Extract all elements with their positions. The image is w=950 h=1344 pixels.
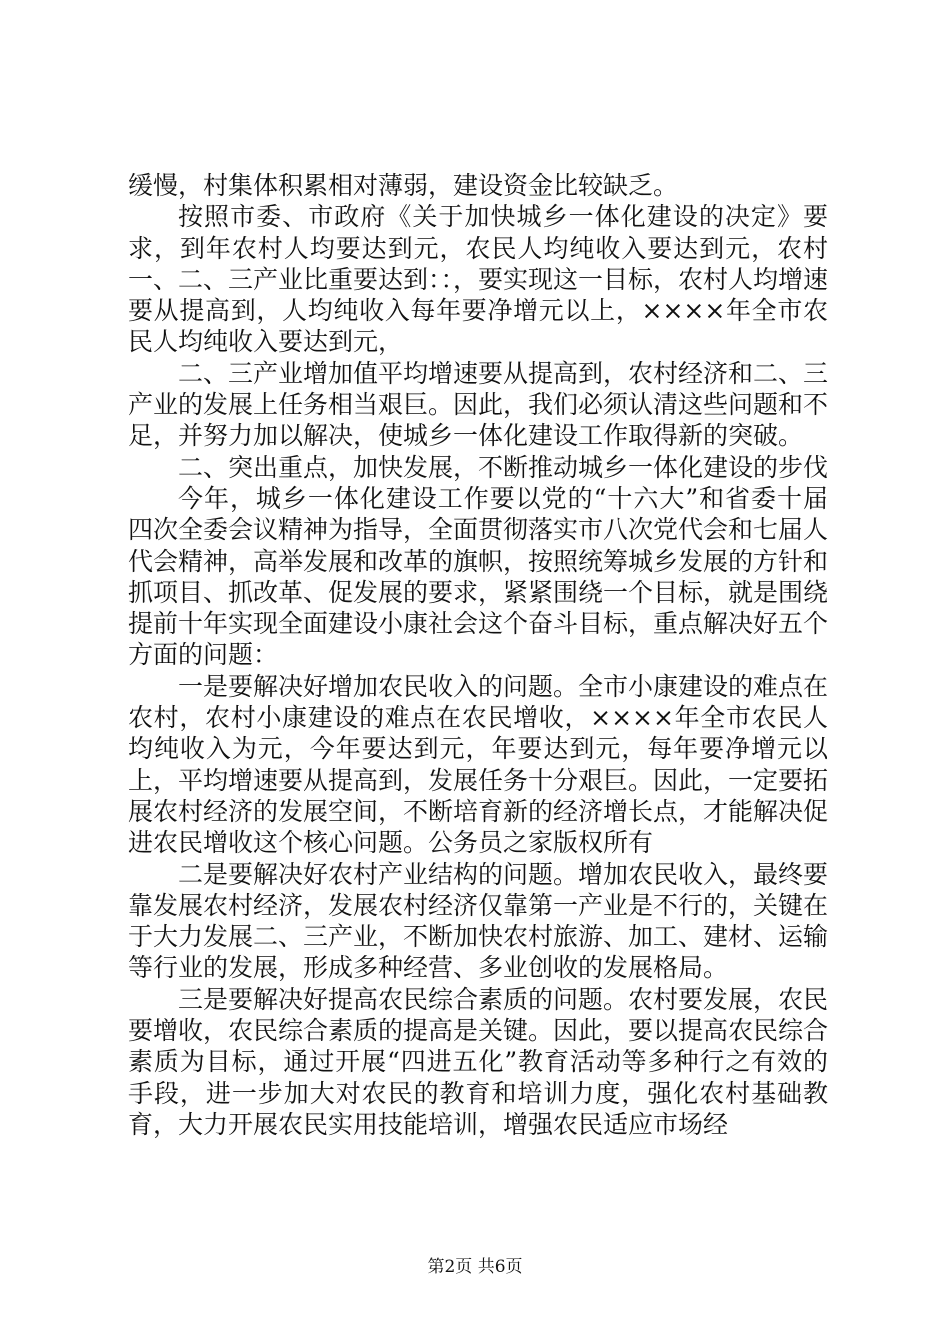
paragraph-industry-growth: 二、三产业增加值平均增速要从提高到，农村经济和二、三产业的发展上任务相当艰巨。因此，我们必须认清这些问题和不足，并努力加以解决，使城乡一体化建设工作取得新的突破。 [128,358,829,451]
paragraph-point-one: 一是要解决好增加农民收入的问题。全市小康建设的难点在农村，农村小康建设的难点在农民增收，××××年全市农民人均纯收入为元，今年要达到元，年要达到元，每年要净增元以上，平均增速要从提高到，发展任务十分艰巨。因此，一定要拓展农村经济的发展空间，不断培育新的经济增长点，才能解决促进农民增收这个核心问题。公务员之家版权所有 [128,671,829,858]
paragraph-this-year: 今年，城乡一体化建设工作要以党的“十六大”和省委十届四次全委会议精神为指导，全面贯彻落实市八次党代会和七届人代会精神，高举发展和改革的旗帜，按照统筹城乡发展的方针和抓项目、抓改革、促发展的要求，紧紧围绕一个目标，就是围绕提前十年实现全面建设小康社会这个奋斗目标，重点解决好五个方面的问题： [128,483,829,670]
paragraph-point-three: 三是要解决好提高农民综合素质的问题。农村要发展，农民要增收，农民综合素质的提高是关键。因此，要以提高农民综合素质为目标，通过开展“四进五化”教育活动等多种行之有效的手段，进一步加大对农民的教育和培训力度，强化农村基础教育，大力开展农民实用技能培训，增强农民适应市场经 [128,984,829,1139]
paragraph-continuation: 缓慢，村集体积累相对薄弱，建设资金比较缺乏。 [128,171,679,200]
document-body [128,170,828,1140]
page-number-footer: 第2页 共6页 [427,1257,523,1277]
section-heading-two: 二、突出重点，加快发展，不断推动城乡一体化建设的步伐 [178,452,829,482]
paragraph-point-two: 二是要解决好农村产业结构的问题。增加农民收入，最终要靠发展农村经济，发展农村经济仅靠第一产业是不行的，关键在于大力发展二、三产业，不断加快农村旅游、加工、建材、运输等行业的发展，形成多种经营、多业创收的发展格局。 [128,859,829,983]
paragraph-targets: 按照市委、市政府《关于加快城乡一体化建设的决定》要求，到年农村人均要达到元，农民人均纯收入要达到元，农村一、二、三产业比重要达到：：，要实现这一目标，农村人均增速要从提高到，人均纯收入每年要净增元以上，××××年全市农民人均纯收入要达到元， [128,202,829,357]
